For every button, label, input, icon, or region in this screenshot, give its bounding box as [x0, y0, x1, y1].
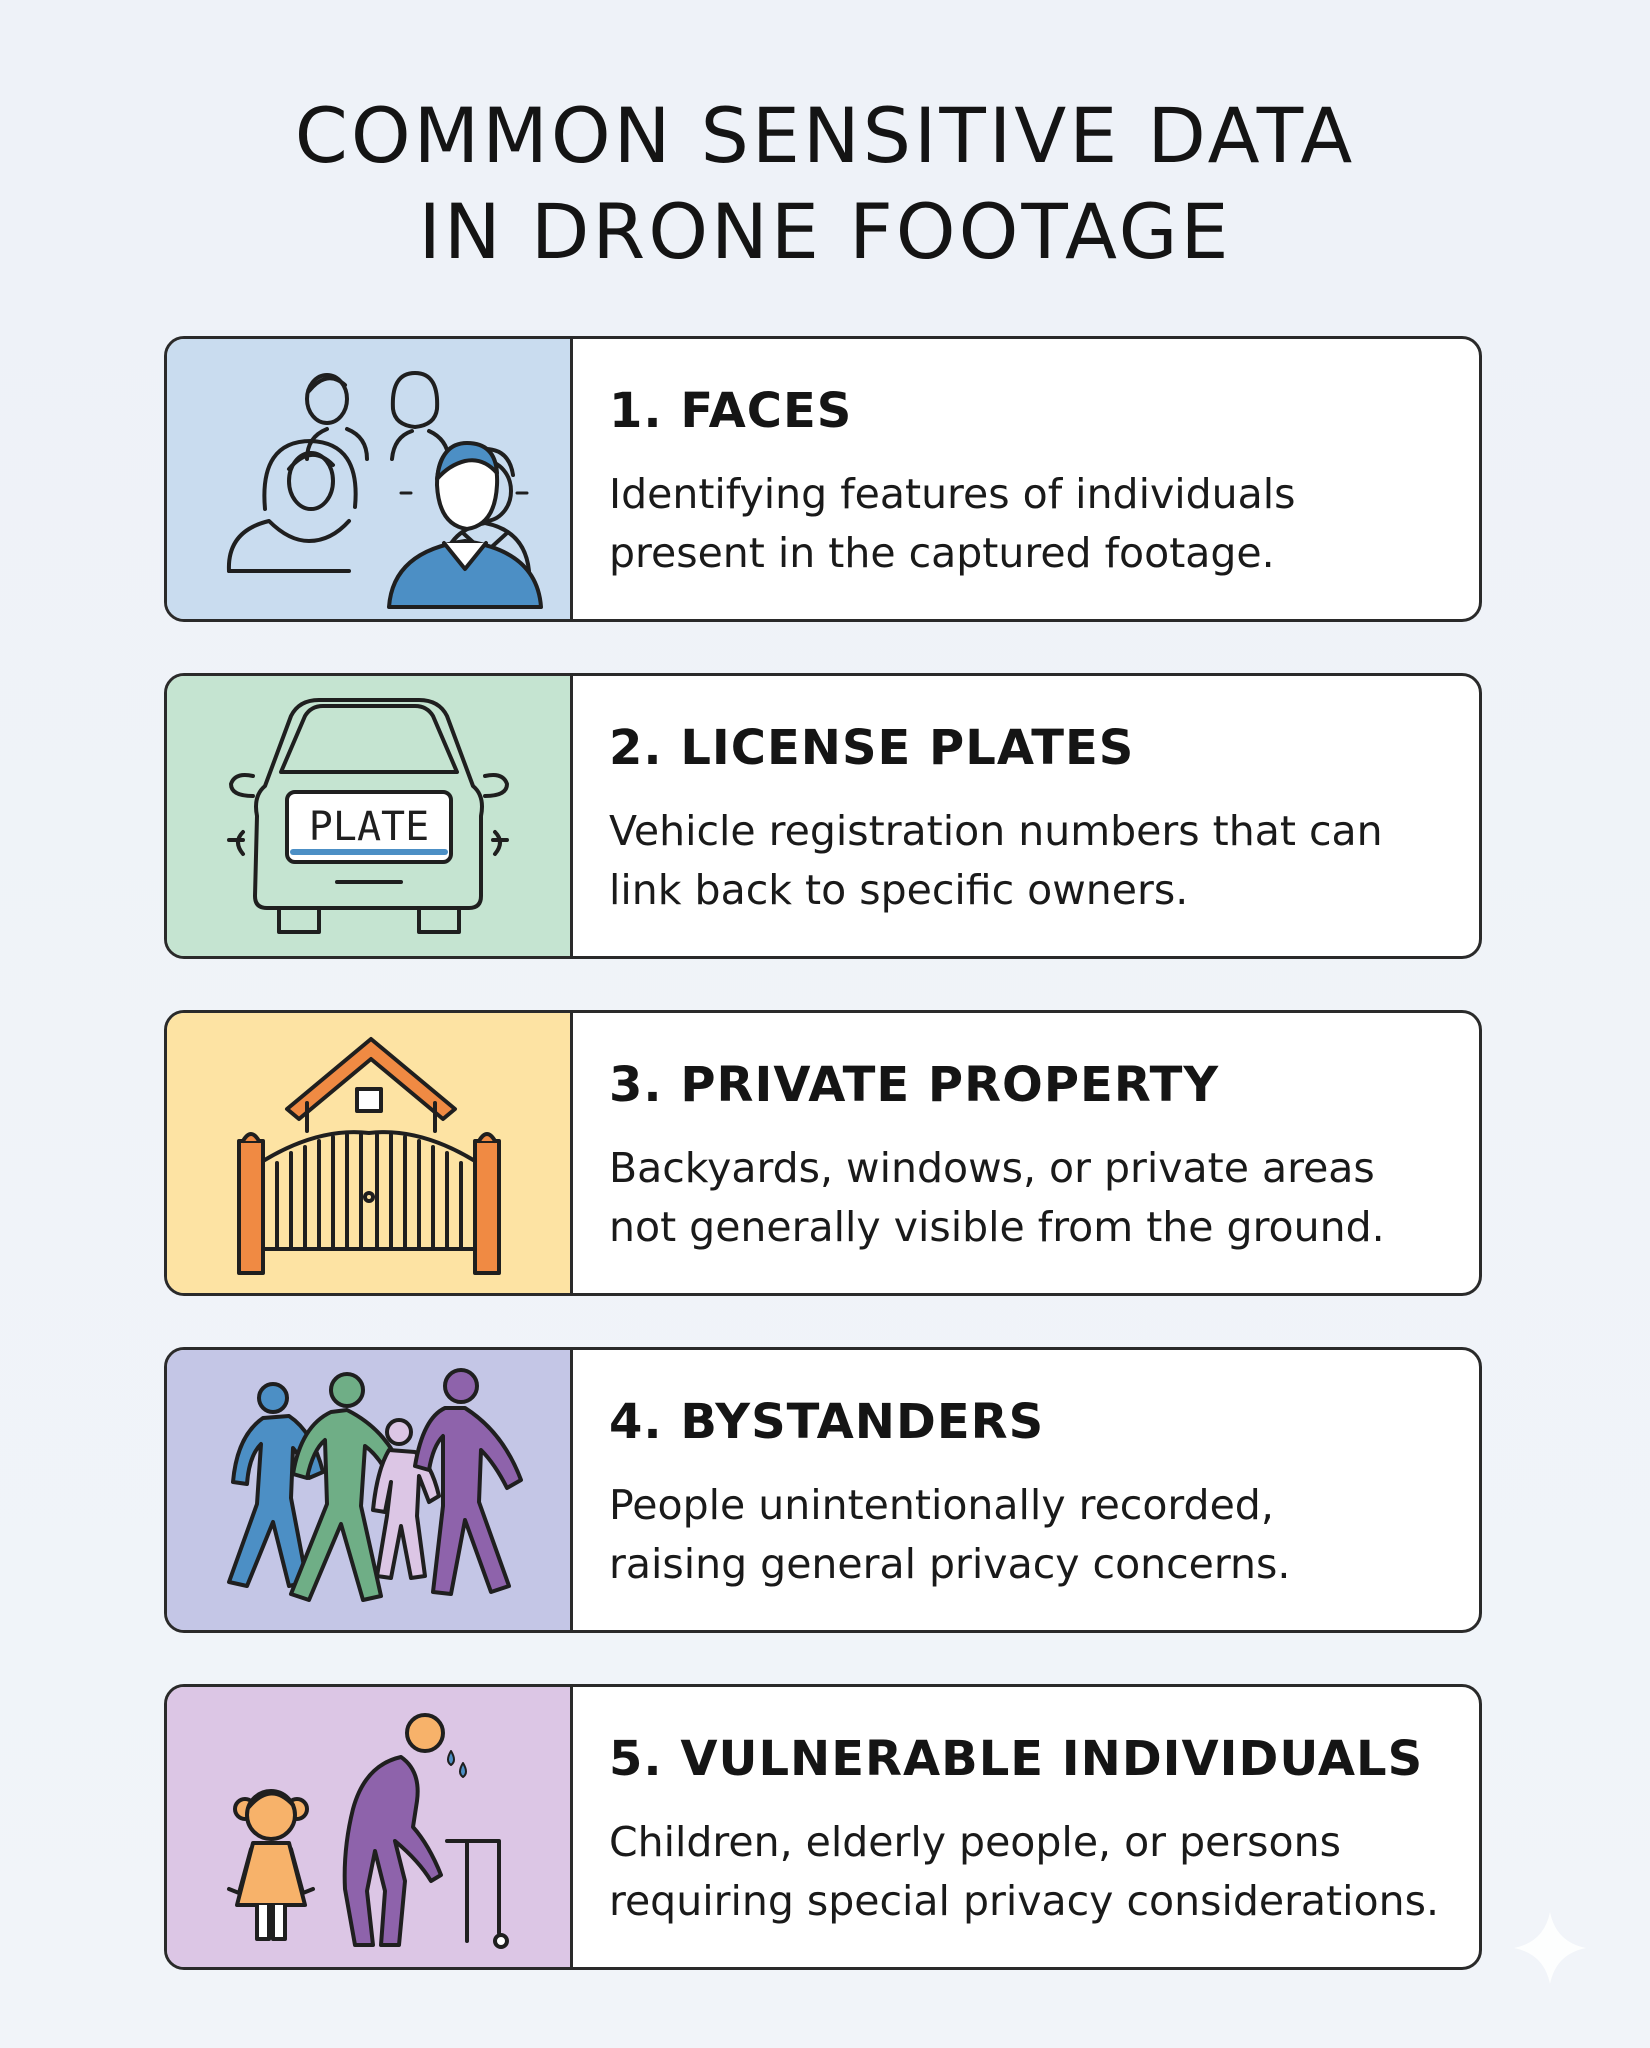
- plates-desc-line-2: link back to specific owners.: [609, 866, 1189, 914]
- faces-heading: 1. FACES: [609, 383, 853, 439]
- faces-description: [609, 465, 1449, 583]
- house-gate-icon: [167, 1013, 570, 1292]
- card-license-plates: [164, 673, 1482, 959]
- sparkle-icon: [1510, 1908, 1590, 1988]
- faces-icon-panel: [167, 339, 573, 619]
- property-icon-panel: [167, 1013, 573, 1293]
- property-description: [609, 1139, 1449, 1257]
- bystanders-description: [609, 1476, 1449, 1594]
- title-line-2: IN DRONE FOOTAGE: [418, 187, 1232, 276]
- vulnerable-icon-panel: [167, 1687, 573, 1967]
- vulnerable-desc-line-1: Children, elderly people, or persons: [609, 1818, 1341, 1866]
- property-desc-line-1: Backyards, windows, or private areas: [609, 1144, 1375, 1192]
- child-and-elderly-icon: [167, 1687, 570, 1966]
- title-line-1: COMMON SENSITIVE DATA: [294, 91, 1356, 180]
- vulnerable-heading: 5. VULNERABLE INDIVIDUALS: [609, 1731, 1424, 1787]
- card-vulnerable-individuals: [164, 1684, 1482, 1970]
- group-of-faces-icon: [167, 339, 570, 618]
- card-bystanders: [164, 1347, 1482, 1633]
- page-title: [0, 88, 1650, 280]
- vulnerable-desc-line-2: requiring special privacy considerations.: [609, 1877, 1439, 1925]
- plates-description: [609, 802, 1449, 920]
- faces-desc-line-1: Identifying features of individuals: [609, 470, 1296, 518]
- bystanders-heading: 4. BYSTANDERS: [609, 1394, 1045, 1450]
- walking-people-icon: [167, 1350, 570, 1629]
- plates-heading: 2. LICENSE PLATES: [609, 720, 1135, 776]
- card-faces: [164, 336, 1482, 622]
- plates-desc-line-1: Vehicle registration numbers that can: [609, 807, 1383, 855]
- vulnerable-description: [609, 1813, 1449, 1931]
- plate-text: PLATE: [308, 804, 430, 850]
- card-private-property: [164, 1010, 1482, 1296]
- bystanders-icon-panel: [167, 1350, 573, 1630]
- faces-desc-line-2: present in the captured footage.: [609, 529, 1275, 577]
- bystanders-desc-line-2: raising general privacy concerns.: [609, 1540, 1291, 1588]
- property-heading: 3. PRIVATE PROPERTY: [609, 1057, 1220, 1113]
- plates-icon-panel: [167, 676, 573, 956]
- car-plate-icon: [167, 676, 570, 955]
- property-desc-line-2: not generally visible from the ground.: [609, 1203, 1385, 1251]
- bystanders-desc-line-1: People unintentionally recorded,: [609, 1481, 1274, 1529]
